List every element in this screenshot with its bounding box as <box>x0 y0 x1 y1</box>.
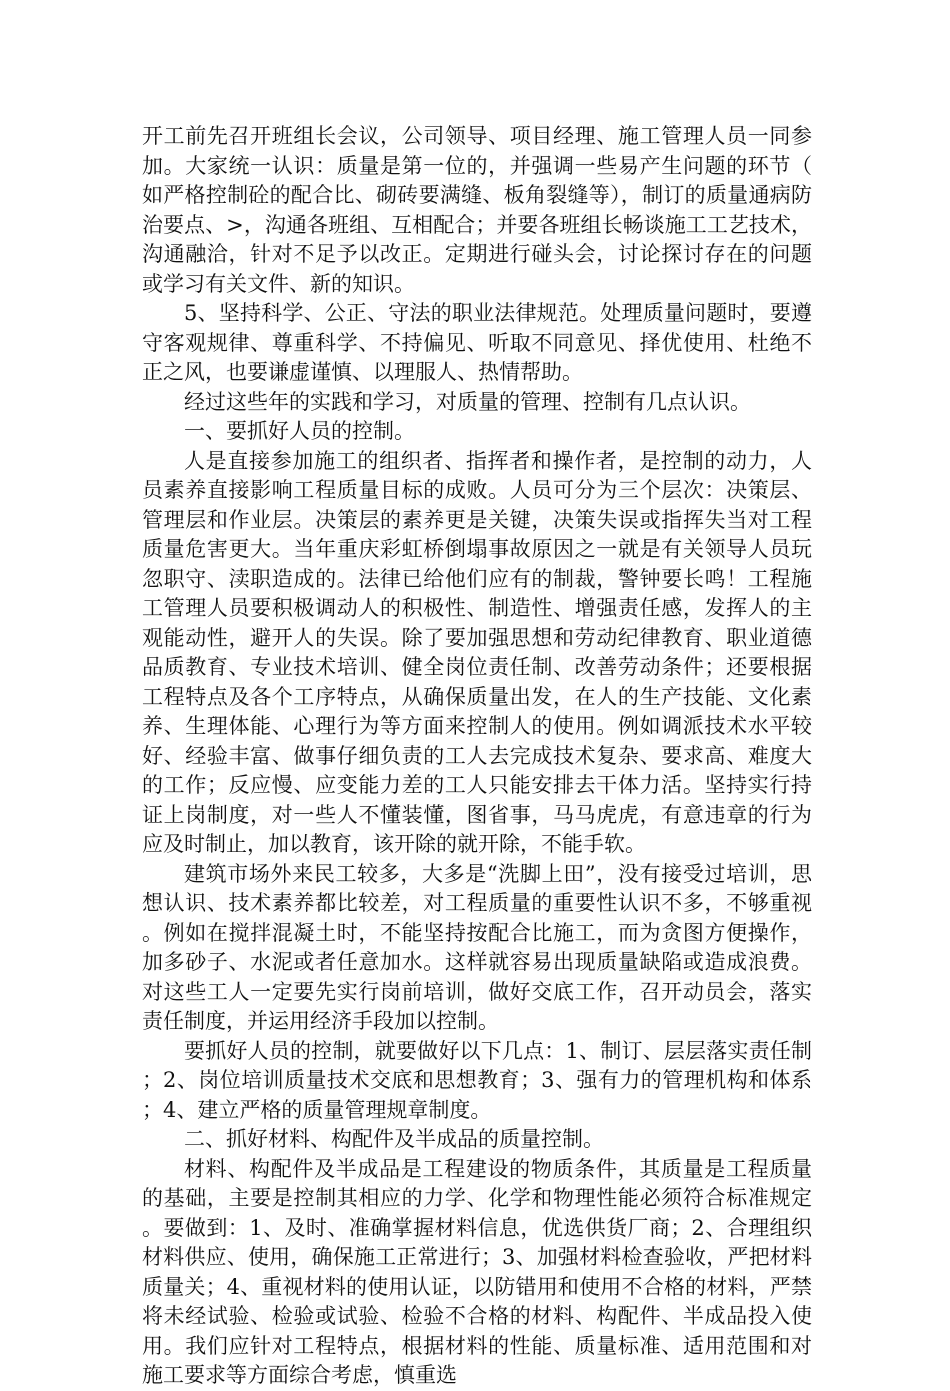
paragraph-material-quality: 材料、构配件及半成品是工程建设的物质条件，其质量是工程质量的基础，主要是控制其相应的力学、化学和物理性能必须符合标准规定。要做到：1、及时、准确掌握材料信息，优选供货厂商；2、合理组织材料供应、使用，确保施工正常进行；3、加强材料检查验收，严把材料质量关；4、重视材料的使用认证，以防错用和使用不合格的材料，严禁将未经试验、检验或试验、检验不合格的材料、构配件、半成品投入使用。我们应针对工程特点，根据材料的性能、质量标准、适用范围和对施工要求等方面综合考虑，慎重选 <box>142 1156 812 1387</box>
paragraph-legal-norms: 5、坚持科学、公正、守法的职业法律规范。处理质量问题时，要遵守客观规律、尊重科学、不持偏见、听取不同意见、择优使用、杜绝不正之风，也要谦虚谨慎、以理服人、热情帮助。 <box>142 301 812 384</box>
document-body <box>142 122 812 1391</box>
heading-material-control: 二、抓好材料、构配件及半成品的质量控制。 <box>184 1127 604 1151</box>
paragraph-personnel-points: 要抓好人员的控制，就要做好以下几点：1、制订、层层落实责任制；2、岗位培训质量技术交底和思想教育；3、强有力的管理机构和体系；4、建立严格的质量管理规章制度。 <box>142 1038 812 1122</box>
paragraph-experience-intro: 经过这些年的实践和学习，对质量的管理、控制有几点认识。 <box>184 389 751 414</box>
paragraph-migrant-workers: 建筑市场外来民工较多，大多是“洗脚上田”，没有接受过培训，思想认识、技术素养都比较差，对工程质量的重要性认识不多，不够重视。例如在搅拌混凝土时，不能坚持按配合比施工，而为贪图方便操作，加多砂子、水泥或者任意加水。这样就容易出现质量缺陷或造成浪费。对这些工人一定要先实行岗前培训，做好交底工作，召开动员会，落实责任制度，并运用经济手段加以控制。 <box>142 861 812 1033</box>
paragraph-meeting: 开工前先召开班组长会议，公司领导、项目经理、施工管理人员一同参加。大家统一认识：质量是第一位的，并强调一些易产生问题的环节（如严格控制砼的配合比、砌砖要满缝、板角裂缝等），制订的质量通病防治要点、>，沟通各班组、互相配合；并要各班组长畅谈施工工艺技术，沟通融洽，针对不足予以改正。定期进行碰头会，讨论探讨存在的问题或学习有关文件、新的知识。 <box>142 124 812 296</box>
heading-personnel-control: 一、要抓好人员的控制。 <box>184 419 415 443</box>
paragraph-personnel-levels: 人是直接参加施工的组织者、指挥者和操作者，是控制的动力，人员素养直接影响工程质量目标的成败。人员可分为三个层次：决策层、管理层和作业层。决策层的素养更是关键，决策失误或指挥失当对工程质量危害更大。当年重庆彩虹桥倒塌事故原因之一就是有关领导人员玩忽职守、渎职造成的。法律已给他们应有的制裁，警钟要长鸣！工程施工管理人员要积极调动人的积极性、制造性、增强责任感，发挥人的主观能动性，避开人的失误。除了要加强思想和劳动纪律教育、职业道德品质教育、专业技术培训、健全岗位责任制、改善劳动条件；还要根据工程特点及各个工序特点，从确保质量出发，在人的生产技能、文化素养、生理体能、心理行为等方面来控制人的使用。例如调派技术水平较好、经验丰富、做事仔细负责的工人去完成技术复杂、要求高、难度大的工作；反应慢、应变能力差的工人只能安排去干体力活。坚持实行持证上岗制度，对一些人不懂装懂，图省事，马马虎虎，有意违章的行为应及时制止，加以教育，该开除的就开除，不能手软。 <box>142 448 812 856</box>
